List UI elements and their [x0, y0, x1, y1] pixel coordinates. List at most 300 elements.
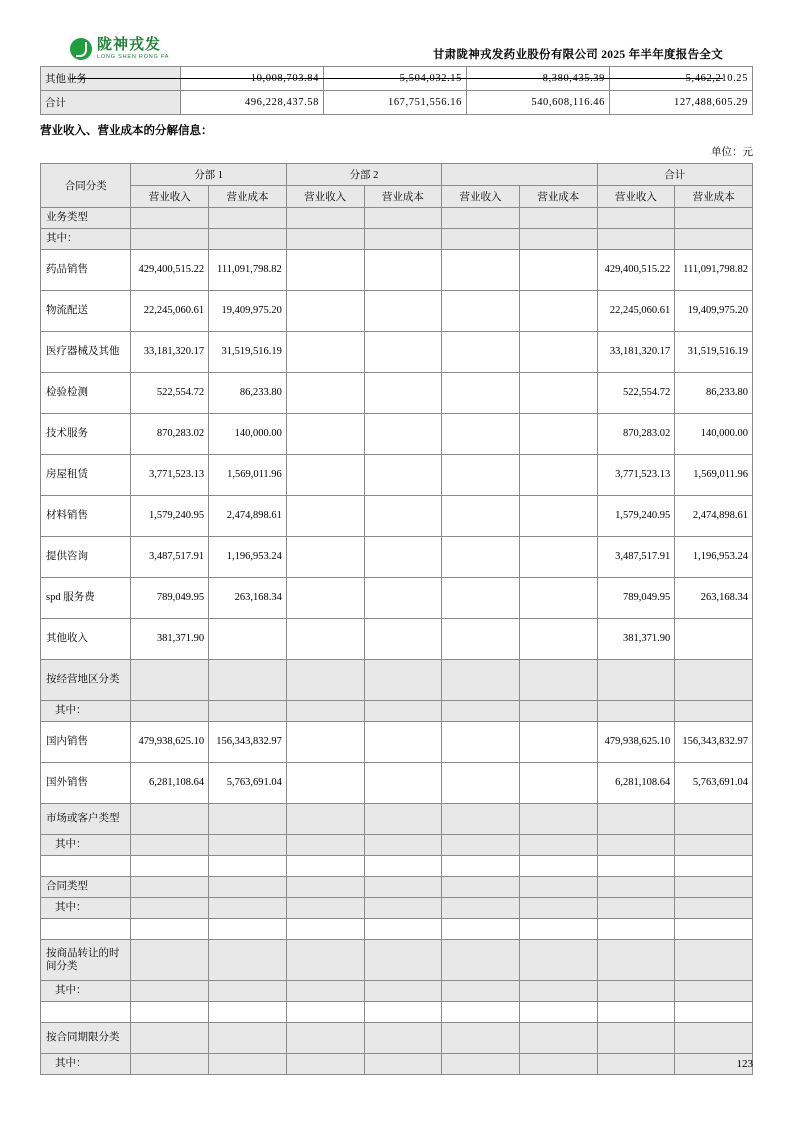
row-value: [364, 1023, 442, 1054]
row-value: 1,569,011.96: [675, 455, 753, 496]
row-value: [519, 1002, 597, 1023]
row-value: [519, 332, 597, 373]
row-value: [131, 835, 209, 856]
row-value: 1,196,953.24: [209, 537, 287, 578]
page-header: [40, 0, 753, 61]
table-row: [41, 898, 753, 919]
table-row: [41, 496, 753, 537]
row-value: [519, 208, 597, 229]
table-header: [41, 164, 753, 208]
corner-header: 合同分类: [41, 164, 131, 208]
sub-header: 营业收入: [597, 186, 675, 208]
row-value: 381,371.90: [131, 619, 209, 660]
row-value: [209, 229, 287, 250]
row-value: [364, 578, 442, 619]
row-value: 127,488,605.29: [610, 91, 753, 115]
row-value: [364, 701, 442, 722]
row-value: [209, 940, 287, 981]
row-value: [364, 1054, 442, 1075]
row-value: [364, 877, 442, 898]
row-value: [597, 835, 675, 856]
row-value: [597, 1002, 675, 1023]
row-value: [597, 981, 675, 1002]
row-value: 3,487,517.91: [131, 537, 209, 578]
row-value: 3,487,517.91: [597, 537, 675, 578]
row-label: 国内销售: [41, 722, 131, 763]
row-value: [209, 1054, 287, 1075]
row-value: [597, 208, 675, 229]
row-value: [364, 919, 442, 940]
row-value: [442, 919, 520, 940]
row-label: 其中：: [41, 981, 131, 1002]
row-value: 22,245,060.61: [597, 291, 675, 332]
table-row: [41, 1002, 753, 1023]
row-value: 31,519,516.19: [675, 332, 753, 373]
row-value: [442, 898, 520, 919]
row-value: [286, 537, 364, 578]
row-value: 140,000.00: [675, 414, 753, 455]
row-value: 429,400,515.22: [597, 250, 675, 291]
row-value: [364, 1002, 442, 1023]
table-row: [41, 919, 753, 940]
row-value: 19,409,975.20: [209, 291, 287, 332]
row-value: [675, 619, 753, 660]
row-value: [131, 877, 209, 898]
unit-note: 单位：元: [711, 147, 753, 158]
row-value: [519, 250, 597, 291]
row-value: 789,049.95: [131, 578, 209, 619]
row-value: [209, 856, 287, 877]
row-value: [597, 660, 675, 701]
row-value: [597, 919, 675, 940]
header-group-row: [41, 164, 753, 186]
row-value: [209, 835, 287, 856]
row-value: [442, 496, 520, 537]
row-value: [519, 414, 597, 455]
row-value: [209, 1023, 287, 1054]
row-value: 6,281,108.64: [131, 763, 209, 804]
row-value: [209, 701, 287, 722]
row-value: 33,181,320.17: [597, 332, 675, 373]
row-value: 789,049.95: [597, 578, 675, 619]
row-value: 111,091,798.82: [675, 250, 753, 291]
row-label: 检验检测: [41, 373, 131, 414]
row-value: [597, 1054, 675, 1075]
row-value: [364, 537, 442, 578]
table-row: [41, 722, 753, 763]
row-label: 其中：: [41, 229, 131, 250]
row-label: 国外销售: [41, 763, 131, 804]
row-value: [519, 1023, 597, 1054]
logo-chinese-name: 陇神戎发: [97, 37, 162, 53]
row-value: [131, 898, 209, 919]
table-row: [41, 835, 753, 856]
row-value: 156,343,832.97: [675, 722, 753, 763]
row-value: 140,000.00: [209, 414, 287, 455]
row-value: [675, 940, 753, 981]
row-value: [286, 1002, 364, 1023]
row-value: [364, 835, 442, 856]
row-value: [442, 763, 520, 804]
row-value: [442, 208, 520, 229]
row-value: [286, 1054, 364, 1075]
table-row: [41, 414, 753, 455]
row-value: [442, 804, 520, 835]
row-value: 381,371.90: [597, 619, 675, 660]
row-value: [286, 208, 364, 229]
sub-header: 营业收入: [442, 186, 520, 208]
continued-summary-body: [41, 67, 753, 115]
row-value: [131, 981, 209, 1002]
row-label: 材料销售: [41, 496, 131, 537]
row-value: [442, 250, 520, 291]
row-value: [442, 877, 520, 898]
table-row: [41, 455, 753, 496]
row-value: [209, 804, 287, 835]
row-value: [519, 537, 597, 578]
table-row: [41, 1054, 753, 1075]
table-row: [41, 701, 753, 722]
sub-header: 营业成本: [364, 186, 442, 208]
row-label: 其中：: [41, 835, 131, 856]
table-row: [41, 373, 753, 414]
row-value: 31,519,516.19: [209, 332, 287, 373]
row-label: [41, 856, 131, 877]
page-number: 123: [736, 1058, 753, 1070]
row-value: [519, 229, 597, 250]
row-value: [519, 722, 597, 763]
row-value: [597, 877, 675, 898]
row-value: [131, 919, 209, 940]
row-value: [442, 455, 520, 496]
table-row: [41, 856, 753, 877]
row-value: [675, 835, 753, 856]
row-value: [364, 332, 442, 373]
row-value: [597, 898, 675, 919]
row-value: [519, 877, 597, 898]
row-value: 1,579,240.95: [131, 496, 209, 537]
row-value: [364, 763, 442, 804]
table-row: [41, 1023, 753, 1054]
row-value: [675, 981, 753, 1002]
row-value: [364, 660, 442, 701]
row-value: [131, 660, 209, 701]
row-label: 物流配送: [41, 291, 131, 332]
row-label: 合同类型: [41, 877, 131, 898]
row-value: [286, 291, 364, 332]
row-value: [442, 856, 520, 877]
row-value: [286, 455, 364, 496]
row-value: [209, 877, 287, 898]
table-body: [41, 208, 753, 1075]
row-value: [675, 877, 753, 898]
row-label: 药品销售: [41, 250, 131, 291]
row-value: [131, 856, 209, 877]
section-caption: 营业收入、营业成本的分解信息：: [40, 125, 213, 137]
row-value: [442, 940, 520, 981]
row-value: [286, 332, 364, 373]
row-value: [286, 940, 364, 981]
table-row: [41, 250, 753, 291]
row-value: [519, 291, 597, 332]
row-value: [286, 619, 364, 660]
sub-header: 营业成本: [209, 186, 287, 208]
row-value: [519, 701, 597, 722]
row-value: [519, 1054, 597, 1075]
row-value: [675, 208, 753, 229]
row-label: spd 服务费: [41, 578, 131, 619]
company-logo: [70, 38, 169, 61]
row-value: [597, 856, 675, 877]
row-value: [286, 877, 364, 898]
row-value: [286, 578, 364, 619]
table-row: [41, 291, 753, 332]
row-label: 其中：: [41, 701, 131, 722]
row-value: [209, 660, 287, 701]
row-value: [286, 414, 364, 455]
row-value: [675, 229, 753, 250]
row-value: [519, 804, 597, 835]
row-value: 5,462,210.25: [610, 67, 753, 91]
row-label: 按经营地区分类: [41, 660, 131, 701]
row-value: 870,283.02: [131, 414, 209, 455]
table-row: [41, 332, 753, 373]
row-value: [442, 981, 520, 1002]
row-value: [364, 722, 442, 763]
row-value: 540,608,116.46: [467, 91, 610, 115]
row-value: [597, 940, 675, 981]
row-value: [364, 229, 442, 250]
row-label: 市场或客户类型: [41, 804, 131, 835]
row-value: [519, 578, 597, 619]
row-value: [442, 332, 520, 373]
row-value: [209, 898, 287, 919]
row-value: [675, 919, 753, 940]
row-value: [286, 763, 364, 804]
row-label: 按合同期限分类: [41, 1023, 131, 1054]
group-header-total: 合计: [597, 164, 752, 186]
report-title: 甘肃陇神戎发药业股份有限公司 2025 年半年度报告全文: [432, 49, 723, 61]
row-value: [519, 981, 597, 1002]
row-label: 其中：: [41, 898, 131, 919]
row-value: 33,181,320.17: [131, 332, 209, 373]
table-row: [41, 660, 753, 701]
row-value: 496,228,437.58: [181, 91, 324, 115]
row-value: 3,771,523.13: [131, 455, 209, 496]
row-value: 2,474,898.61: [675, 496, 753, 537]
row-value: [286, 981, 364, 1002]
table-row: [41, 877, 753, 898]
row-label: 其他收入: [41, 619, 131, 660]
row-value: 1,196,953.24: [675, 537, 753, 578]
row-value: [131, 940, 209, 981]
row-value: [675, 898, 753, 919]
row-value: [442, 291, 520, 332]
row-value: [364, 496, 442, 537]
row-value: [442, 660, 520, 701]
row-label: 技术服务: [41, 414, 131, 455]
row-value: 479,938,625.10: [597, 722, 675, 763]
row-value: [286, 835, 364, 856]
row-value: [364, 619, 442, 660]
row-value: 5,763,691.04: [675, 763, 753, 804]
group-header-segment-3: [442, 164, 597, 186]
row-value: [519, 835, 597, 856]
row-value: [364, 856, 442, 877]
row-value: [519, 455, 597, 496]
row-value: 22,245,060.61: [131, 291, 209, 332]
row-value: [364, 898, 442, 919]
table-row: [41, 619, 753, 660]
row-label: 提供咨询: [41, 537, 131, 578]
row-value: [442, 537, 520, 578]
row-value: 111,091,798.82: [209, 250, 287, 291]
row-value: [519, 373, 597, 414]
sub-header: 营业成本: [675, 186, 753, 208]
table-row: [41, 91, 753, 115]
sub-header: 营业收入: [286, 186, 364, 208]
group-header-segment-1: 分部 1: [131, 164, 286, 186]
row-value: 522,554.72: [597, 373, 675, 414]
row-value: 479,938,625.10: [131, 722, 209, 763]
row-value: 156,343,832.97: [209, 722, 287, 763]
sub-header: 营业收入: [131, 186, 209, 208]
row-value: 522,554.72: [131, 373, 209, 414]
row-label: [41, 1002, 131, 1023]
row-value: [286, 250, 364, 291]
row-value: [442, 414, 520, 455]
continued-summary-table: [40, 66, 753, 115]
row-value: [131, 208, 209, 229]
row-value: 86,233.80: [675, 373, 753, 414]
sub-header: 营业成本: [519, 186, 597, 208]
row-value: [519, 940, 597, 981]
row-value: [675, 1023, 753, 1054]
row-value: [675, 804, 753, 835]
row-value: [519, 660, 597, 701]
row-value: [131, 229, 209, 250]
row-label: 合计: [41, 91, 181, 115]
row-value: [286, 1023, 364, 1054]
row-value: [286, 898, 364, 919]
row-value: [209, 1002, 287, 1023]
row-label: 医疗器械及其他: [41, 332, 131, 373]
row-value: [442, 619, 520, 660]
row-value: 429,400,515.22: [131, 250, 209, 291]
row-value: [675, 701, 753, 722]
row-value: [675, 856, 753, 877]
row-value: [286, 496, 364, 537]
table-row: [41, 940, 753, 981]
row-value: [519, 898, 597, 919]
row-value: [442, 229, 520, 250]
row-value: [286, 373, 364, 414]
row-value: [131, 804, 209, 835]
row-value: [597, 804, 675, 835]
table-row: [41, 804, 753, 835]
row-value: [442, 578, 520, 619]
row-value: 167,751,556.16: [324, 91, 467, 115]
row-value: [286, 804, 364, 835]
row-value: [519, 496, 597, 537]
row-value: [442, 1002, 520, 1023]
row-value: 2,474,898.61: [209, 496, 287, 537]
revenue-decomposition-table: [40, 163, 753, 1075]
row-value: 1,579,240.95: [597, 496, 675, 537]
table-row: [41, 208, 753, 229]
row-value: [209, 208, 287, 229]
row-value: 263,168.34: [675, 578, 753, 619]
row-value: [597, 701, 675, 722]
row-value: [364, 291, 442, 332]
row-value: [519, 856, 597, 877]
row-value: 19,409,975.20: [675, 291, 753, 332]
logo-text: [97, 38, 169, 61]
row-value: [442, 722, 520, 763]
table-row: [41, 229, 753, 250]
row-value: [519, 619, 597, 660]
row-value: [131, 1002, 209, 1023]
row-value: 263,168.34: [209, 578, 287, 619]
row-value: [364, 208, 442, 229]
row-value: [364, 250, 442, 291]
row-value: 1,569,011.96: [209, 455, 287, 496]
row-value: [286, 722, 364, 763]
row-value: [364, 455, 442, 496]
row-value: [442, 835, 520, 856]
row-label: 按商品转让的时间分类: [41, 940, 131, 981]
row-value: 3,771,523.13: [597, 455, 675, 496]
row-value: [131, 1023, 209, 1054]
row-label: 业务类型: [41, 208, 131, 229]
row-value: 5,763,691.04: [209, 763, 287, 804]
row-label: [41, 919, 131, 940]
row-value: 5,504,032.15: [324, 67, 467, 91]
row-value: [209, 619, 287, 660]
row-value: [442, 1023, 520, 1054]
header-divider: [70, 78, 723, 79]
row-value: [286, 856, 364, 877]
row-value: [442, 1054, 520, 1075]
row-value: 870,283.02: [597, 414, 675, 455]
row-value: 10,008,703.84: [181, 67, 324, 91]
row-value: 86,233.80: [209, 373, 287, 414]
row-value: 6,281,108.64: [597, 763, 675, 804]
table-row: [41, 537, 753, 578]
row-value: [209, 981, 287, 1002]
leaf-logo-icon: [70, 38, 92, 60]
row-value: [364, 940, 442, 981]
row-value: [364, 373, 442, 414]
row-value: [597, 1023, 675, 1054]
row-value: [675, 660, 753, 701]
row-label: 其中：: [41, 1054, 131, 1075]
row-value: [597, 229, 675, 250]
row-value: [364, 804, 442, 835]
group-header-segment-2: 分部 2: [286, 164, 441, 186]
row-value: [286, 701, 364, 722]
row-value: [286, 919, 364, 940]
header-sub-row: [41, 186, 753, 208]
logo-pinyin-name: LONG SHEN RONG FA: [97, 54, 170, 60]
row-label: 其他业务: [41, 67, 181, 91]
row-value: [209, 919, 287, 940]
row-value: [131, 701, 209, 722]
row-value: [519, 919, 597, 940]
row-value: [364, 414, 442, 455]
table-row: [41, 763, 753, 804]
table-row: [41, 578, 753, 619]
